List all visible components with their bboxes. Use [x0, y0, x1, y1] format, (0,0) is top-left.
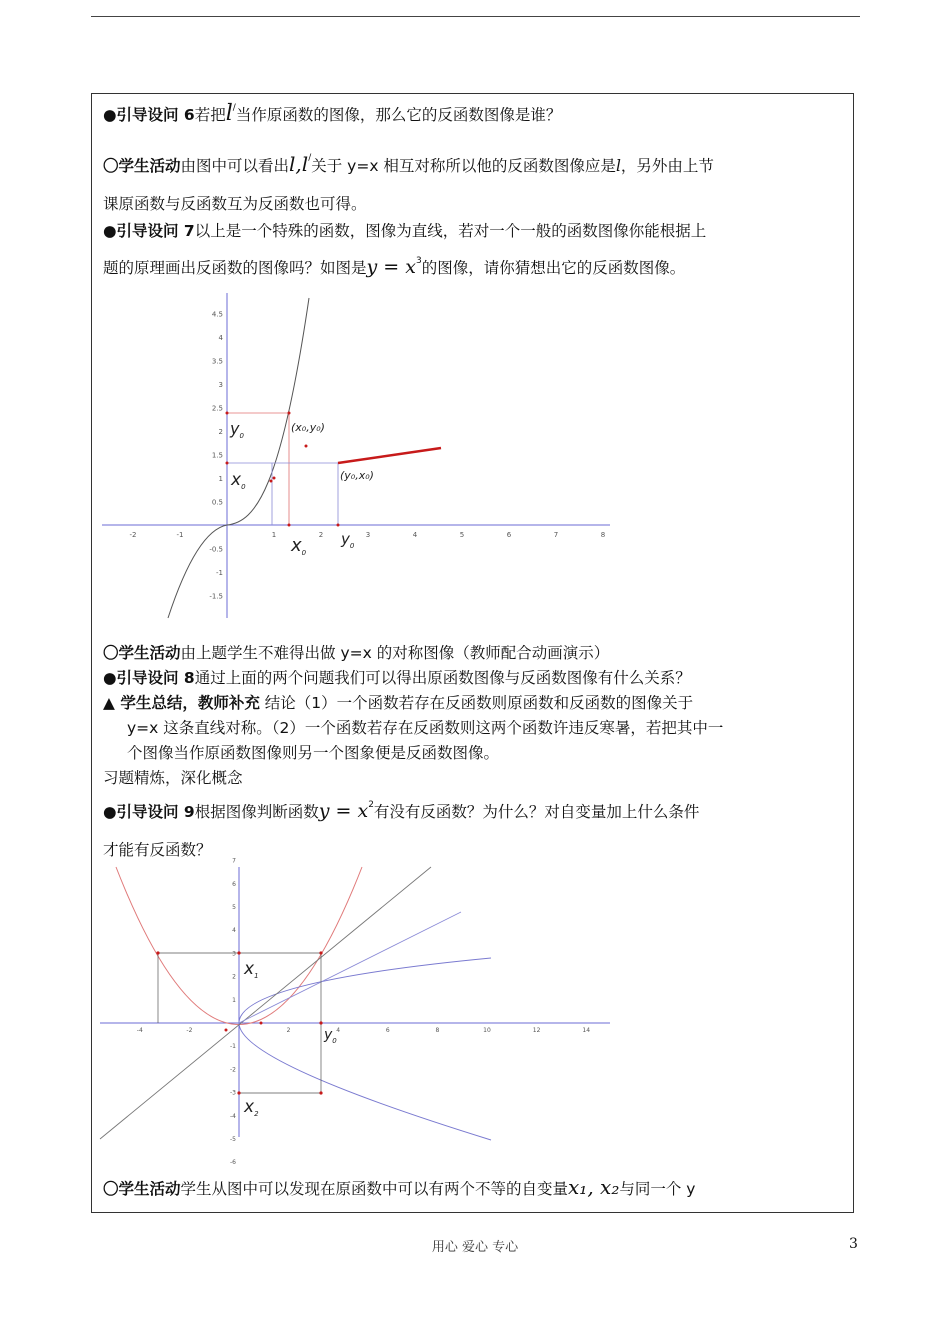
activity-1: 〇学生活动由图中可以看出l,l/关于 y=x 相互对称所以他的反函数图像应是l，另外由上节: [103, 152, 714, 176]
y0-left-label: $y_0$: [230, 419, 244, 440]
tick-label: 4: [218, 334, 223, 342]
tick-label: 5: [232, 904, 236, 911]
tick-label: 8: [600, 531, 606, 539]
tick-label: -3: [230, 1089, 236, 1097]
question-7-line2: 题的原理画出反函数的图像吗？如图是$y = x^3$的图像，请你猜想出它的反函数图像。: [103, 256, 686, 278]
tick-label: -2: [230, 1066, 236, 1074]
tick-label: -0.5: [209, 545, 223, 554]
section-heading: 习题精炼，深化概念: [103, 769, 243, 787]
tick-label: 5: [459, 531, 465, 539]
tick-label: 7: [232, 857, 236, 865]
tick-label: 4.5: [211, 310, 223, 319]
page-footer: 用心 爱心 专心: [431, 1240, 519, 1255]
tick-label: -5: [230, 1136, 236, 1143]
activity-3: 〇学生活动学生从图中可以发现在原函数中可以有两个不等的自变量x₁, x₂与同一个 y: [103, 1175, 696, 1199]
tick-label: 0.5: [211, 498, 223, 507]
tick-label: 2: [286, 1027, 291, 1034]
question-9: ●引导设问 9根据图像判断函数$y = x^2$有没有反函数？为什么？对自变量加上什么条件: [103, 800, 700, 822]
tick-label: 3: [365, 531, 371, 539]
page-number: 3: [849, 1236, 858, 1252]
tick-label: 2.5: [211, 404, 223, 413]
tick-label: -4: [230, 1112, 236, 1120]
question-8: ●引导设问 8通过上面的两个问题我们可以得出原函数图像与反函数图像有什么关系？: [103, 669, 691, 687]
tick-label: -2: [186, 1027, 193, 1034]
x1-label: $x_1$: [244, 959, 259, 980]
point-y0x0-label: (y₀,x₀): [340, 469, 374, 482]
tick-label: 4: [412, 531, 418, 539]
tick-label: 7: [553, 531, 559, 539]
tick-label: 3: [218, 381, 223, 389]
tick-label: 2: [318, 531, 324, 539]
tick-label: 1: [232, 996, 236, 1004]
tick-label: -2: [129, 531, 137, 539]
tick-label: 8: [435, 1027, 440, 1034]
tick-label: 3: [232, 950, 236, 958]
tick-label: 1: [218, 475, 223, 483]
tick-label: 6: [385, 1027, 390, 1034]
tick-label: 2: [218, 428, 223, 436]
tick-label: -1: [176, 531, 184, 539]
x0-axis-label: $x_0$: [291, 535, 307, 557]
question-7: ●引导设问 7以上是一个特殊的函数，图像为直线，若对一个一般的函数图像你能根据上: [103, 222, 707, 240]
tick-label: 14: [582, 1027, 591, 1034]
tick-label: 1: [271, 531, 277, 539]
summary-line2: y=x 这条直线对称。（2）一个函数若存在反函数则这两个函数许违反寒暑，若把其中一: [127, 719, 724, 737]
question-9-line2: 才能有反函数？: [103, 841, 212, 859]
y0-label: $y_0$: [324, 1027, 337, 1045]
tick-label: 4: [336, 1027, 341, 1034]
activity-1-line2: 课原函数与反函数互为反函数也可得。: [103, 195, 367, 213]
tick-label: 2: [232, 973, 236, 981]
x2-label: $x_2$: [244, 1097, 259, 1118]
line-y-equals-x: [100, 867, 431, 1139]
quadratic-function-graph: [96, 857, 616, 1167]
summary-line3: 个图像当作原函数图像则另一个图象便是反函数图像。: [127, 744, 500, 762]
tick-label: -1: [216, 569, 223, 577]
cubic-curve: [168, 298, 309, 618]
point-x0y0-label: (x₀,y₀): [291, 421, 325, 434]
inverse-curve: [338, 448, 441, 463]
tick-label: 12: [532, 1027, 541, 1034]
question-6: ●引导设问 6若把l/当作原函数的图像，那么它的反函数图像是谁？: [103, 101, 562, 126]
tick-label: -4: [136, 1027, 143, 1034]
tick-label: 6: [506, 531, 512, 539]
tick-label: 6: [232, 880, 236, 888]
tick-label: 10: [483, 1027, 491, 1034]
cubic-function-graph: [96, 288, 616, 623]
tick-label: 4: [232, 927, 236, 935]
tick-label: -1.5: [209, 592, 223, 601]
tick-label: -1: [230, 1043, 236, 1051]
tick-label: 3.5: [211, 357, 223, 366]
activity-2: 〇学生活动由上题学生不难得出做 y=x 的对称图像（教师配合动画演示）: [103, 644, 610, 662]
inverse-relation-curve: [239, 958, 491, 1140]
x0-left-label: $x_0$: [231, 470, 246, 491]
summary: ▲ 学生总结，教师补充 结论（1）一个函数若存在反函数则原函数和反函数的图像关于: [103, 694, 694, 712]
tick-label: 1.5: [211, 451, 223, 460]
header-rule: [91, 16, 860, 17]
tick-label: -6: [230, 1159, 236, 1167]
y0-axis-label: $y_0$: [341, 530, 355, 550]
